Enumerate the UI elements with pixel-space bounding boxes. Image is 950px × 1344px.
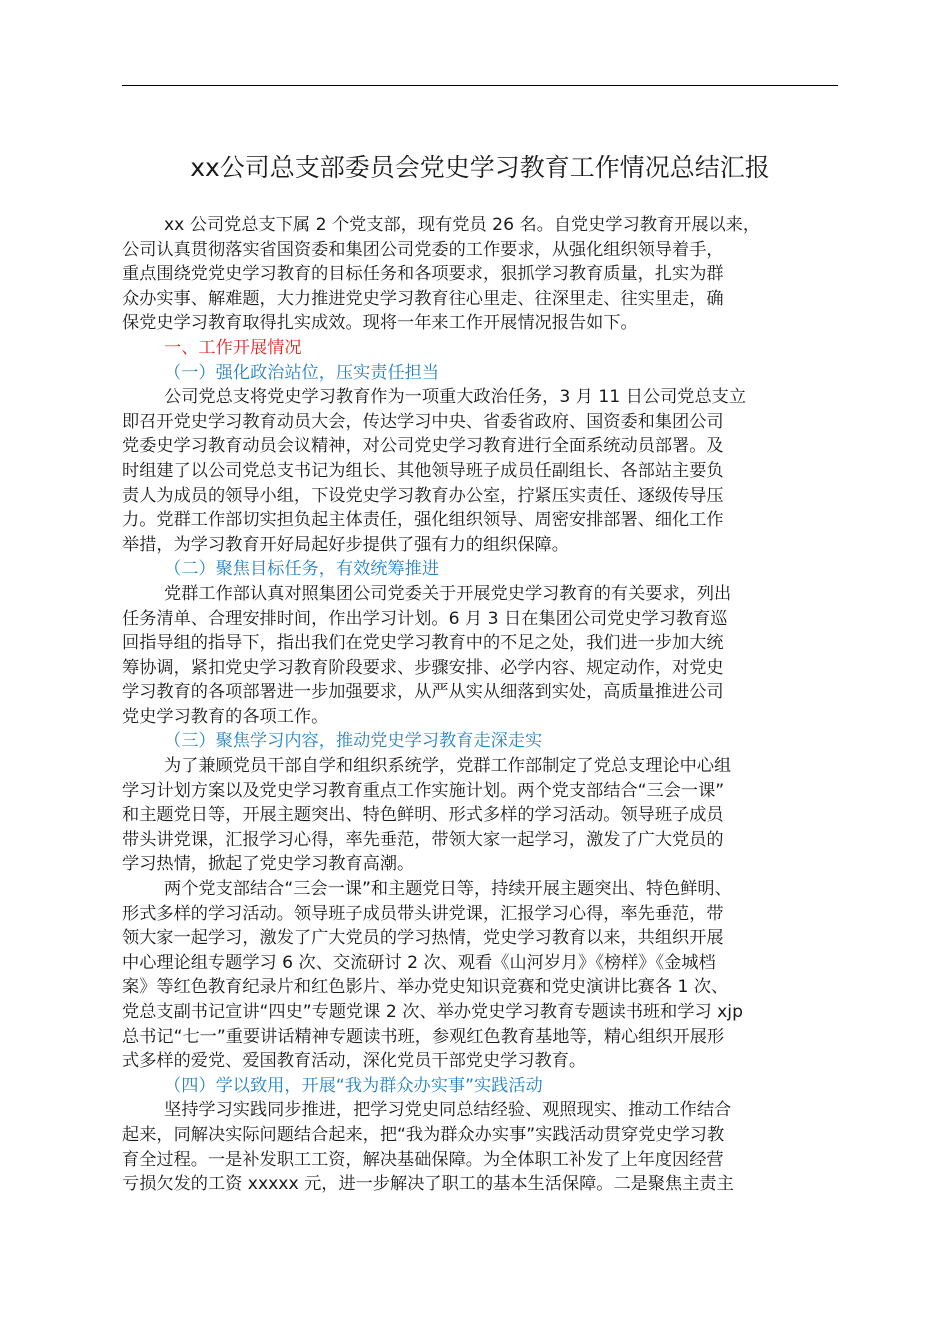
paragraph-line: 党委史学习教育动员会议精神，对公司党史学习教育进行全面系统动员部署。及 — [122, 436, 724, 457]
paragraph-line: 保党史学习教育取得扎实成效。现将一年来工作开展情况报告如下。 — [122, 313, 638, 334]
paragraph-line: 即召开党史学习教育动员大会，传达学习中央、省委省政府、国资委和集团公司 — [122, 411, 724, 432]
paragraph-line: 学习热情，掀起了党史学习教育高潮。 — [122, 854, 415, 875]
paragraph-line: 案》等红色教育纪录片和红色影片、举办党史知识竞赛和党史演讲比赛各 1 次、 — [122, 977, 729, 998]
paragraph-line: 形式多样的学习活动。领导班子成员带头讲党课，汇报学习心得，率先垂范，带 — [122, 903, 724, 924]
section-heading: 一、工作开展情况 — [164, 337, 302, 358]
paragraph-line: 公司认真贯彻落实省国资委和集团公司党委的工作要求，从强化组织领导着手， — [122, 239, 724, 260]
paragraph-line: 亏损欠发的工资 xxxxx 元，进一步解决了职工的基本生活保障。二是聚焦主责主 — [122, 1174, 734, 1195]
paragraph-line: 党总支副书记宣讲“四史”专题党课 2 次、举办党史学习教育专题读书班和学习 xjp — [122, 1002, 743, 1022]
paragraph-line: 任务清单、合理安排时间，作出学习计划。6 月 3 日在集团公司党史学习教育巡 — [122, 608, 728, 629]
document-title: xx公司总支部委员会党史学习教育工作情况总结汇报 — [190, 153, 770, 182]
paragraph-line: 坚持学习实践同步推进，把学习党史同总结经验、观照现实、推动工作结合 — [164, 1100, 732, 1121]
paragraph-line: 学习教育的各项部署进一步加强要求，从严从实从细落到实处，高质量推进公司 — [122, 682, 724, 703]
paragraph-line: 重点围绕党党史学习教育的目标任务和各项要求，狠抓学习教育质量，扎实为群 — [122, 264, 724, 285]
paragraph-line: 学习计划方案以及党史学习教育重点工作实施计划。两个党支部结合“三会一课” — [122, 780, 725, 801]
paragraph-line: 领大家一起学习，激发了广大党员的学习热情，党史学习教育以来，共组织开展 — [122, 928, 724, 949]
paragraph-line: 责人为成员的领导小组，下设党史学习教育办公室，拧紧压实责任、逐级传导压 — [122, 485, 724, 506]
paragraph-line: 为了兼顾党员干部自学和组织系统学，党群工作部制定了党总支理论中心组 — [164, 756, 732, 777]
paragraph-line: 起来，同解决实际问题结合起来，把“我为群众办实事”实践活动贯穿党史学习教 — [122, 1124, 725, 1145]
paragraph-line: 中心理论组专题学习 6 次、交流研讨 2 次、观看《山河岁月》《榜样》《金城档 — [122, 952, 716, 973]
paragraph-line: 党群工作部认真对照集团公司党委关于开展党史学习教育的有关要求，列出 — [164, 583, 732, 604]
paragraph-line: 力。党群工作部切实担负起主体责任，强化组织领导、周密安排部署、细化工作 — [122, 510, 724, 531]
paragraph-line: 总书记“七一”重要讲话精神专题读书班，参观红色教育基地等，精心组织开展形 — [122, 1026, 725, 1047]
paragraph-line: xx 公司党总支下属 2 个党支部，现有党员 26 名。自党史学习教育开展以来， — [164, 215, 761, 235]
paragraph-line: 式多样的爱党、爱国教育活动，深化党员干部党史学习教育。 — [122, 1051, 587, 1072]
paragraph-line: 带头讲党课，汇报学习心得，率先垂范，带领大家一起学习，激发了广大党员的 — [122, 829, 724, 850]
header-rule — [122, 85, 838, 86]
paragraph-line: 两个党支部结合“三会一课”和主题党日等，持续开展主题突出、特色鲜明、 — [164, 879, 732, 900]
subsection-heading: （一）强化政治站位，压实责任担当 — [164, 362, 440, 383]
paragraph-line: 举措，为学习教育开好局起好步提供了强有力的组织保障。 — [122, 534, 569, 555]
paragraph-line: 公司党总支将党史学习教育作为一项重大政治任务，3 月 11 日公司党总支立 — [164, 387, 747, 408]
paragraph-line: 党史学习教育的各项工作。 — [122, 706, 329, 727]
paragraph-line: 回指导组的指导下，指出我们在党史学习教育中的不足之处，我们进一步加大统 — [122, 633, 724, 654]
paragraph-line: 和主题党日等，开展主题突出、特色鲜明、形式多样的学习活动。领导班子成员 — [122, 805, 724, 826]
paragraph-line: 育全过程。一是补发职工工资，解决基础保障。为全体职工补发了上年度因经营 — [122, 1149, 724, 1170]
paragraph-line: 筹协调，紧扣党史学习教育阶段要求、步骤安排、必学内容、规定动作，对党史 — [122, 657, 724, 678]
paragraph-line: 众办实事、解难题，大力推进党史学习教育往心里走、往深里走、往实里走，确 — [122, 288, 724, 309]
subsection-heading: （三）聚焦学习内容，推动党史学习教育走深走实 — [164, 731, 543, 752]
subsection-heading: （二）聚焦目标任务，有效统筹推进 — [164, 559, 440, 580]
paragraph-line: 时组建了以公司党总支书记为组长、其他领导班子成员任副组长、各部站主要负 — [122, 460, 724, 481]
document-body — [122, 213, 838, 1197]
subsection-heading: （四）学以致用，开展“我为群众办实事”实践活动 — [164, 1075, 543, 1096]
